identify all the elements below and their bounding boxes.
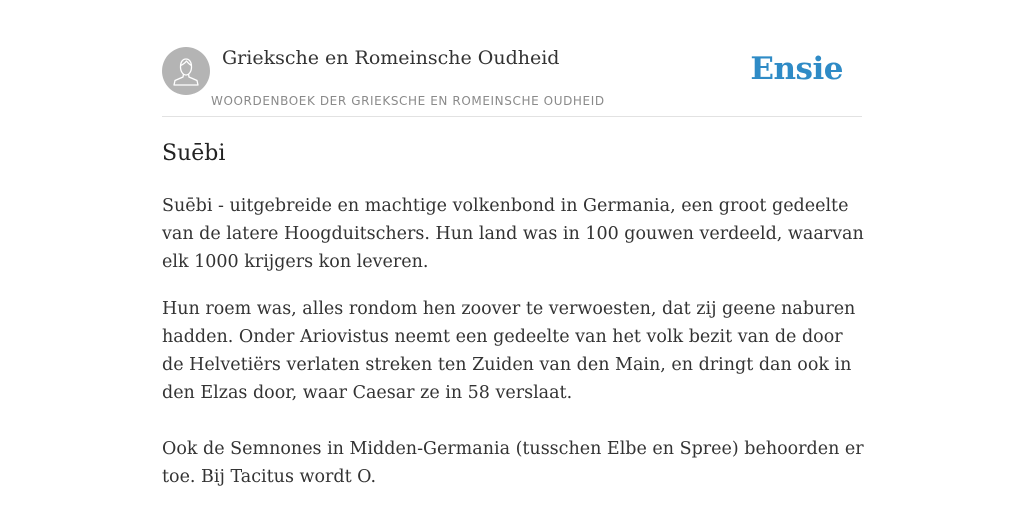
entry-body: [162, 192, 868, 510]
entry-title: Suēbi: [162, 141, 226, 166]
source-header: [162, 46, 862, 117]
entry-paragraph: Ook de Semnones in Midden-Germania (tusschen Elbe en Spree) behoorden er toe. Bij Tacitus wordt O.: [162, 439, 864, 487]
source-title-link[interactable]: Grieksche en Romeinsche Oudheid: [222, 47, 560, 69]
source-subtitle: WOORDENBOEK DER GRIEKSCHE EN ROMEINSCHE OUDHEID: [211, 94, 605, 108]
entry-paragraph: Suēbi - uitgebreide en machtige volkenbond in Germania, een groot gedeelte van de latere Hoogduitschers. Hun land was in 100 gouwen verdeeld, waarvan elk 1000 krijgers kon leveren.: [162, 196, 864, 272]
brand-logo[interactable]: Ensie: [750, 51, 843, 87]
entry-paragraph: Hun roem was, alles rondom hen zoover te verwoesten, dat zij geene naburen hadden. Onder Ariovistus neemt een gedeelte van het volk bezit van de door de Helvetiërs verlaten streken ten Zuiden van den Main, en dringt dan ook in den Elzas door, waar Caesar ze in 58 verslaat.: [162, 299, 856, 403]
user-silhouette-icon: [162, 47, 210, 95]
source-avatar[interactable]: [162, 47, 210, 95]
